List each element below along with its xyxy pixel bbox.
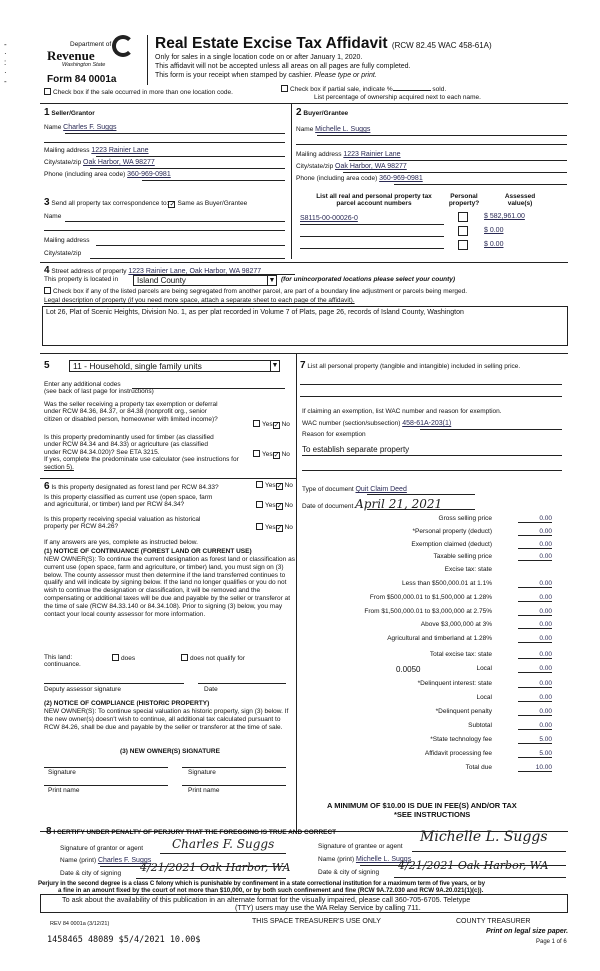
assessed-value-1[interactable]: $ 582,961.00	[484, 213, 525, 220]
personal-checkbox-2[interactable]	[458, 226, 468, 236]
calc-label: *State technology fee	[430, 736, 492, 743]
calc-label: Gross selling price	[438, 515, 492, 522]
section-7: 7 List all personal property (tangible and intangible) included in selling price.	[300, 360, 521, 371]
section-3: 3 Send all property tax correspondence to:✓ Same as Buyer/Grantee	[44, 197, 248, 208]
reason-label: Reason for exemption	[302, 431, 366, 438]
minimum-due: A MINIMUM OF $10.00 IS DUE IN FEE(S) AND/OR TAX	[327, 801, 517, 810]
calc-value[interactable]: 0.00	[518, 635, 552, 643]
buyer-name: Name Michelle L. Suggs	[296, 126, 371, 133]
grantee-date-label: Date & city of signing	[318, 869, 380, 876]
perjury-2: a fine in an amount fixed by the court of not more than $10,000, or by both such confinement and fine (RCW 9A.72.030 and RCW 9A.20.021(1)(c)).	[58, 887, 484, 894]
calc-row	[300, 722, 552, 732]
chevron-down-icon[interactable]: ▼	[268, 277, 276, 284]
deputy-sig-label: Deputy assessor signature	[44, 686, 121, 693]
calc-value[interactable]: 0.00	[518, 541, 552, 549]
calc-row	[300, 750, 552, 760]
personal-header: Personal property?	[448, 193, 480, 208]
recording-stamp: 1458465 48089 $5/4/2021 10.00$	[47, 935, 201, 945]
deputy-date-label: Date	[204, 686, 218, 693]
calc-row	[300, 651, 552, 661]
s3-name: Name	[44, 213, 62, 220]
county-treasurer: COUNTY TREASURER	[456, 918, 531, 925]
checkbox[interactable]	[281, 85, 288, 92]
calc-value[interactable]: 0.00	[518, 621, 552, 629]
calc-label: Agricultural and timberland at 1.28%	[387, 635, 492, 642]
does-check[interactable]: does	[112, 654, 135, 662]
calc-value[interactable]: 0.00	[518, 722, 552, 730]
timber-question: Is this property predominantly used for timber (as classified under RCW 84.34 and 84.33) or agriculture (as classified under RCW 84.34.020)? See ETA 3215. If yes, complete the predominate use calculator (see instructions for section 5).	[44, 434, 239, 471]
calc-label: Above $3,000,000 at 3%	[420, 621, 492, 628]
grantee-sig-label: Signature of grantee or agent	[318, 843, 403, 850]
calc-value[interactable]: 0.00	[518, 553, 552, 561]
calc-label: Total excise tax: state	[429, 651, 492, 658]
revenue-logo-icon	[112, 35, 134, 57]
section-6-q1: 6 Is this property designated as forest land per RCW 84.33?	[44, 481, 219, 492]
calc-value[interactable]: 0.00	[518, 594, 552, 602]
chevron-down-icon[interactable]: ▼	[271, 362, 279, 369]
calc-row	[300, 694, 552, 704]
sig-label-2: Signature	[188, 769, 216, 776]
calc-label: From $500,000.01 to $1,500,000 at 1.28%	[369, 594, 492, 601]
print-label-1: Print name	[48, 787, 80, 794]
calc-row	[300, 515, 552, 525]
calc-value[interactable]: 0.00	[518, 665, 552, 673]
seller-name: Name Charles F. Suggs	[44, 124, 117, 131]
treasurer-use: THIS SPACE TREASURER'S USE ONLY	[252, 918, 381, 925]
calc-row	[300, 541, 552, 551]
calc-value[interactable]: 5.00	[518, 750, 552, 758]
calc-label: From $1,500,000.01 to $3,000,000 at 2.75%	[364, 608, 492, 615]
calc-row	[300, 736, 552, 746]
assessed-header: Assessed value(s)	[504, 193, 536, 208]
calc-value[interactable]: 0.00	[518, 528, 552, 536]
notice-1-heading: (1) NOTICE OF CONTINUANCE (FOREST LAND OR CURRENT USE)	[44, 548, 252, 555]
calc-label: *Delinquent penalty	[435, 708, 492, 715]
checkbox[interactable]	[44, 88, 51, 95]
dept-name: Revenue	[47, 48, 95, 63]
perjury-1: Perjury in the second degree is a class C felony which is punishable by confinement in a state correctional institution for a maximum term of five years, or by	[38, 880, 485, 887]
calc-row	[300, 764, 552, 774]
forest-yes-no[interactable]: Yes✓ No	[256, 481, 293, 490]
calc-value[interactable]: 10.00	[518, 764, 552, 772]
header-note-3: This form is your receipt when stamped by cashier. Please type or print.	[155, 72, 377, 79]
grantee-date-city[interactable]: 4/21/2021 Oak Harbor, WA	[398, 859, 549, 872]
calc-row	[300, 580, 552, 590]
section-5-num: 5	[44, 360, 50, 371]
legal-paper-note: Print on legal size paper.	[486, 928, 569, 935]
calc-value[interactable]: 5.00	[518, 736, 552, 744]
legal-description[interactable]: Lot 26, Plat of Scenic Heights, Division No. 1, as per plat recorded in Volume 7 of Plats, page 26, records of Island County, Washington	[42, 306, 568, 346]
partial-sale-check[interactable]: Check box if partial sale, indicate % sold.	[281, 85, 446, 93]
form-number: Form 84 0001a	[47, 74, 117, 85]
grantor-signature[interactable]: Charles F. Suggs	[172, 837, 275, 851]
section-4-street: 4 Street address of property 1223 Rainier Lane, Oak Harbor, WA 98277	[44, 265, 262, 276]
timber-yes-no[interactable]: Yes✓ No	[253, 450, 290, 459]
partial-sub: List percentage of ownership acquired next to each name.	[314, 94, 481, 101]
section-1-title: 1 Seller/Grantor	[44, 107, 95, 118]
section-2-title: 2 Buyer/Grantee	[296, 107, 349, 118]
county-select[interactable]: Island County ▼	[133, 275, 277, 286]
multi-location-check[interactable]: Check box if the sale occurred in more than one location code.	[44, 88, 233, 96]
accessibility-2: (TTY) users may use the WA Relay Service by calling 711.	[235, 903, 421, 912]
calc-row	[300, 708, 552, 718]
see-instructions: *SEE INSTRUCTIONS	[394, 810, 471, 819]
calc-value[interactable]: 0.00	[518, 708, 552, 716]
grantor-date-city[interactable]: 4/21/2021 Oak Harbor, WA	[140, 861, 291, 874]
parcel-header: List all real and personal property tax parcel account numbers	[316, 193, 432, 208]
calc-value[interactable]: 0.00	[518, 694, 552, 702]
calc-label: *Delinquent interest: state	[417, 680, 492, 687]
header-note-1: Only for sales in a single location code on or after January 1, 2020.	[155, 54, 363, 61]
seller-phone: Phone (including area code) 360-969-0981	[44, 171, 171, 178]
title-text: Real Estate Excise Tax Affidavit	[155, 35, 388, 52]
assessed-value-3[interactable]: $ 0.00	[484, 241, 504, 248]
buyer-mail: Mailing address 1223 Rainier Lane	[296, 151, 401, 158]
same-checkbox[interactable]: ✓	[169, 201, 176, 208]
doc-type: Type of document Quit Claim Deed	[302, 486, 407, 493]
current-use-question: Is this property classified as current use (open space, farm and agricultural, or timber) land per RCW 84.34?	[44, 494, 213, 509]
calc-label: Total due	[465, 764, 492, 771]
calc-row	[300, 621, 552, 631]
current-use-yes-no[interactable]: Yes✓ No	[256, 501, 293, 510]
s3-mail: Mailing address	[44, 237, 90, 244]
form-title	[155, 35, 492, 53]
parcel-number[interactable]: S8115-00-00026-0	[300, 215, 358, 222]
revision: REV 84 0001a (3/12/21)	[50, 921, 110, 927]
buyer-city: City/state/zip Oak Harbor, WA 98277	[296, 163, 407, 170]
notice-2-text: NEW OWNER(S): To continue special valuation as historic property, sign (3) below. If the new owner(s) doesn't wish to continue, all additional tax calculated pursuant to RCW 84.26, shall be due and payable by the seller or transferor at the time of sale.	[44, 708, 289, 731]
segregation-check[interactable]: Check box if any of the listed parcels are being segregated from another parcel, are part of a boundary line adjustment or parcels being merged.	[44, 287, 467, 295]
calc-row	[300, 680, 552, 690]
calc-value[interactable]: 0.00	[518, 515, 552, 523]
calc-label: *Personal property (deduct)	[412, 528, 492, 535]
notice-2-heading: (2) NOTICE OF COMPLIANCE (HISTORIC PROPERTY)	[44, 700, 210, 707]
legal-label: Legal description of property (if you need more space, attach a separate sheet to each page of the affidavit).	[44, 297, 355, 304]
calc-value[interactable]: 0.00	[518, 608, 552, 616]
calc-label: Less than $500,000.01 at 1.1%	[402, 580, 492, 587]
calc-value[interactable]: 0.00	[518, 580, 552, 588]
calc-label: Affidavit processing fee	[424, 750, 492, 757]
calc-value[interactable]: 0.00	[518, 680, 552, 688]
calc-row	[300, 553, 552, 563]
located-label: This property is located in	[44, 276, 119, 283]
codes-label: Enter any additional codes (see back of last page for instructions)	[44, 381, 154, 396]
dept-state: Washington State	[62, 62, 106, 68]
calc-label: Local	[476, 694, 492, 701]
print-label-2: Print name	[188, 787, 220, 794]
calc-row	[300, 635, 552, 645]
doc-date: Date of document April 21, 2021	[302, 497, 443, 511]
this-land: This land: continuance.	[44, 654, 81, 669]
unincorp-note: (for unincorporated locations please select your county)	[281, 276, 456, 283]
buyer-phone: Phone (including area code) 360-969-0981	[296, 175, 423, 182]
calc-row	[300, 594, 552, 604]
checkbox[interactable]	[44, 287, 51, 294]
dept-of: Department of	[70, 41, 112, 48]
exemption-text: If claiming an exemption, list WAC number and reason for exemption.	[302, 408, 502, 415]
local-rate: 0.0050	[396, 665, 421, 674]
calc-label: Subtotal	[468, 722, 492, 729]
calc-label: Excise tax: state	[444, 566, 492, 573]
grantor-name-label: Name (print) Charles F. Suggs	[60, 857, 152, 864]
calc-label: Exemption claimed (deduct)	[411, 541, 492, 548]
historic-question: Is this property receiving special valuation as historical property per RCW 84.26?	[44, 516, 201, 531]
grantor-sig-label: Signature of grantor or agent	[60, 845, 144, 852]
calc-row	[300, 528, 552, 538]
wac-row: WAC number (section/subsection) 458-61A-203(1)	[302, 420, 452, 427]
header-note-2: This affidavit will not be accepted unless all areas on all pages are fully completed.	[155, 63, 411, 70]
exemption-question: Was the seller receiving a property tax exemption or deferral under RCW 84.36, 84.37, or 84.38 (nonprofit org., senior citizen or disabled person, homeowner with limited income)?	[44, 401, 218, 423]
certify-line: 8 I CERTIFY UNDER PENALTY OF PERJURY THAT THE FOREGOING IS TRUE AND CORRECT	[46, 826, 337, 837]
exemption-yes-no[interactable]: Yes✓ No	[253, 420, 290, 429]
personal-checkbox-1[interactable]	[458, 212, 468, 222]
calc-row	[300, 608, 552, 618]
s3-city: City/state/zip	[44, 250, 82, 257]
calc-label: Taxable selling price	[433, 553, 492, 560]
page-number: Page 1 of 6	[536, 939, 567, 945]
calc-value[interactable]: 0.00	[518, 651, 552, 659]
land-use-select[interactable]: 11 - Household, single family units ▼	[69, 360, 280, 372]
personal-checkbox-3[interactable]	[458, 240, 468, 250]
notice-1-text: NEW OWNER(S): To continue the current designation as forest land or classification as current use (open space, farm and agriculture, or timber) land, you must sign on (3) below. The county assessor must then determine if the land transferred continues to qualify and will indicate by signing below. If the land no longer qualifies or you do not wish to continue the designation or classification, it will be removed and the compensating or additional taxes will be due and payable by the seller or transferor at the time of sale (RCW 84.33.140 or 84.34.108). Prior to signing (3) below, you may contact your local county assessor for more information.	[44, 556, 295, 618]
seller-city: City/state/zip Oak Harbor, WA 98277	[44, 159, 155, 166]
calc-label: Local	[476, 665, 492, 672]
historic-yes-no[interactable]: Yes✓ No	[256, 523, 293, 532]
seller-mail: Mailing address 1223 Rainier Lane	[44, 147, 149, 154]
assessed-value-2[interactable]: $ 0.00	[484, 227, 504, 234]
calc-row	[300, 566, 552, 576]
notice-3-heading: (3) NEW OWNER(S) SIGNATURE	[120, 748, 220, 755]
if-yes-note: If any answers are yes, complete as instructed below.	[44, 539, 198, 546]
seller-name-value[interactable]: Charles F. Suggs	[63, 124, 117, 131]
accessibility-1: To ask about the availability of this publication in an alternate format for the visually impaired, please call 360-705-6705. Teletype	[62, 895, 471, 904]
grantor-date-label: Date & city of signing	[60, 870, 122, 877]
margin-mark: - · : · -	[4, 40, 7, 86]
title-rcw: (RCW 82.45 WAC 458-61A)	[391, 41, 492, 50]
grantee-signature[interactable]: Michelle L. Suggs	[420, 829, 548, 845]
reason-value[interactable]: To establish separate property	[302, 445, 410, 454]
sig-label-1: Signature	[48, 769, 76, 776]
calc-row	[300, 665, 552, 675]
does-not-check[interactable]: does not qualify for	[181, 654, 245, 662]
grantee-name-label: Name (print) Michelle L. Suggs	[318, 856, 412, 863]
